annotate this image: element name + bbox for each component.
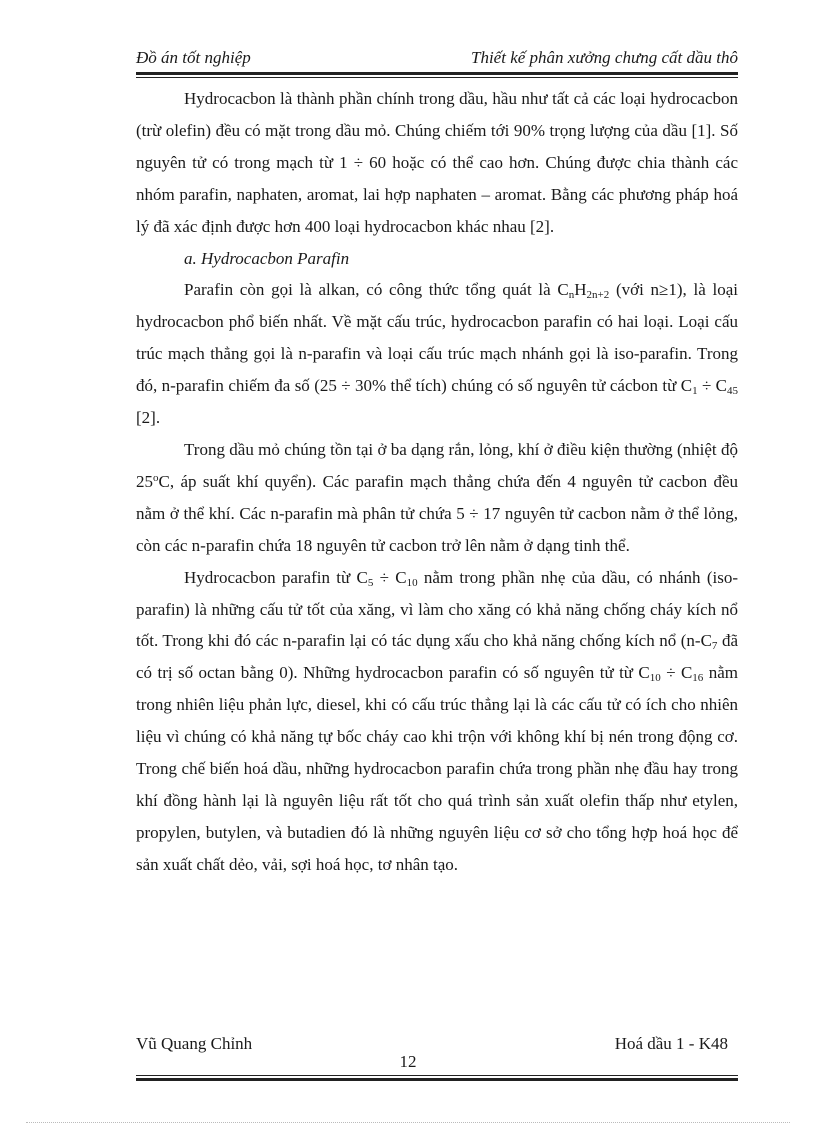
header-rule-thick: [136, 72, 738, 75]
header-right-text: Thiết kế phân xưởng chưng cất dầu thô: [471, 48, 738, 67]
footer-rule-thick: [136, 1078, 738, 1081]
paragraph-parafin-states: Trong dầu mỏ chúng tồn tại ở ba dạng rắn, lỏng, khí ở điều kiện thường (nhiệt độ 25$^o$C, áp suất khí quyển). Các parafin mạch thẳng chứa đến 4 nguyên tử cacbon đều nằm ở thể khí. Các n-parafin mà phân tử chứa 5 ÷ 17 nguyên tử cacbon nằm ở thể lỏng, còn các n-parafin chứa 18 nguyên tử cacbon trở lên nằm ở dạng tinh thể.: [136, 439, 738, 555]
footer-author: Vũ Quang Chỉnh: [136, 1034, 253, 1053]
section-heading: a. Hydrocacbon Parafin: [184, 248, 350, 268]
footer-rule-thin: [136, 1075, 738, 1076]
header-rule-thin: [136, 77, 738, 78]
page-header: [136, 48, 738, 70]
document-body: [136, 83, 738, 881]
paragraph-parafin-definition: Parafin còn gọi là alkan, có công thức tổng quát là $C_nH_{2n+2}$ (với n≥1), là loại hydrocacbon phổ biến nhất. Về mặt cấu trúc, hydrocacbon parafin có hai loại. Loại cấu trúc mạch thẳng gọi là n-parafin và loại cấu trúc mạch nhánh gọi là iso-parafin. Trong đó, n-parafin chiếm đa số (25 ÷ 30% thể tích) chúng có số nguyên tử cácbon từ $C_1 \div C_{45}$ [2].: [136, 280, 739, 428]
page-number: 12: [399, 1052, 417, 1071]
header-left-text: Đồ án tốt nghiệp: [136, 48, 251, 67]
paragraph-intro: Hydrocacbon là thành phần chính trong dầu, hầu như tất cả các loại hydrocacbon (trừ olefin) đều có mặt trong dầu mỏ. Chúng chiếm tới 90% trọng lượng của dầu [1]. Số nguyên tử có trong mạch từ 1 ÷ 60 hoặc có thể cao hơn. Chúng được chia thành các nhóm parafin, naphaten, aromat, lai hợp naphaten – aromat. Bằng các phương pháp hoá lý đã xác định được hơn 400 loại hydrocacbon khác nhau [2].: [136, 89, 738, 236]
footer-class: Hoá dầu 1 - K48: [614, 1034, 728, 1053]
paragraph-parafin-uses: Hydrocacbon parafin từ $C_5 \div C_{10}$ nằm trong phần nhẹ của dầu, có nhánh (iso-parafin) là những cấu tử tốt của xăng, vì làm cho xăng có khả năng chống cháy kích nổ tốt. Trong khi đó các n-parafin lại có tác dụng xấu cho khả năng chống kích nổ ($n-C_7$ đã có trị số octan bằng 0). Những hydrocacbon parafin có số nguyên tử từ $C_{10} \div C_{16}$ nằm trong nhiên liệu phản lực, diesel, khi có cấu trúc thẳng lại là các cấu tử có ích cho nhiên liệu vì chúng có khả năng tự bốc cháy cao khi trộn với không khí bị nén trong động cơ. Trong chế biến hoá dầu, những hydrocacbon parafin chứa trong phần nhẹ đầu hay trong khí đồng hành lại là nguyên liệu rất tốt cho quá trình sản xuất olefin thấp như etylen, propylen, butylen, và butadien đó là những nguyên liệu cơ sở cho tổng hợp hoá học để sản xuất chất dẻo, vải, sợi hoá học, tơ nhân tạo.: [136, 567, 738, 874]
